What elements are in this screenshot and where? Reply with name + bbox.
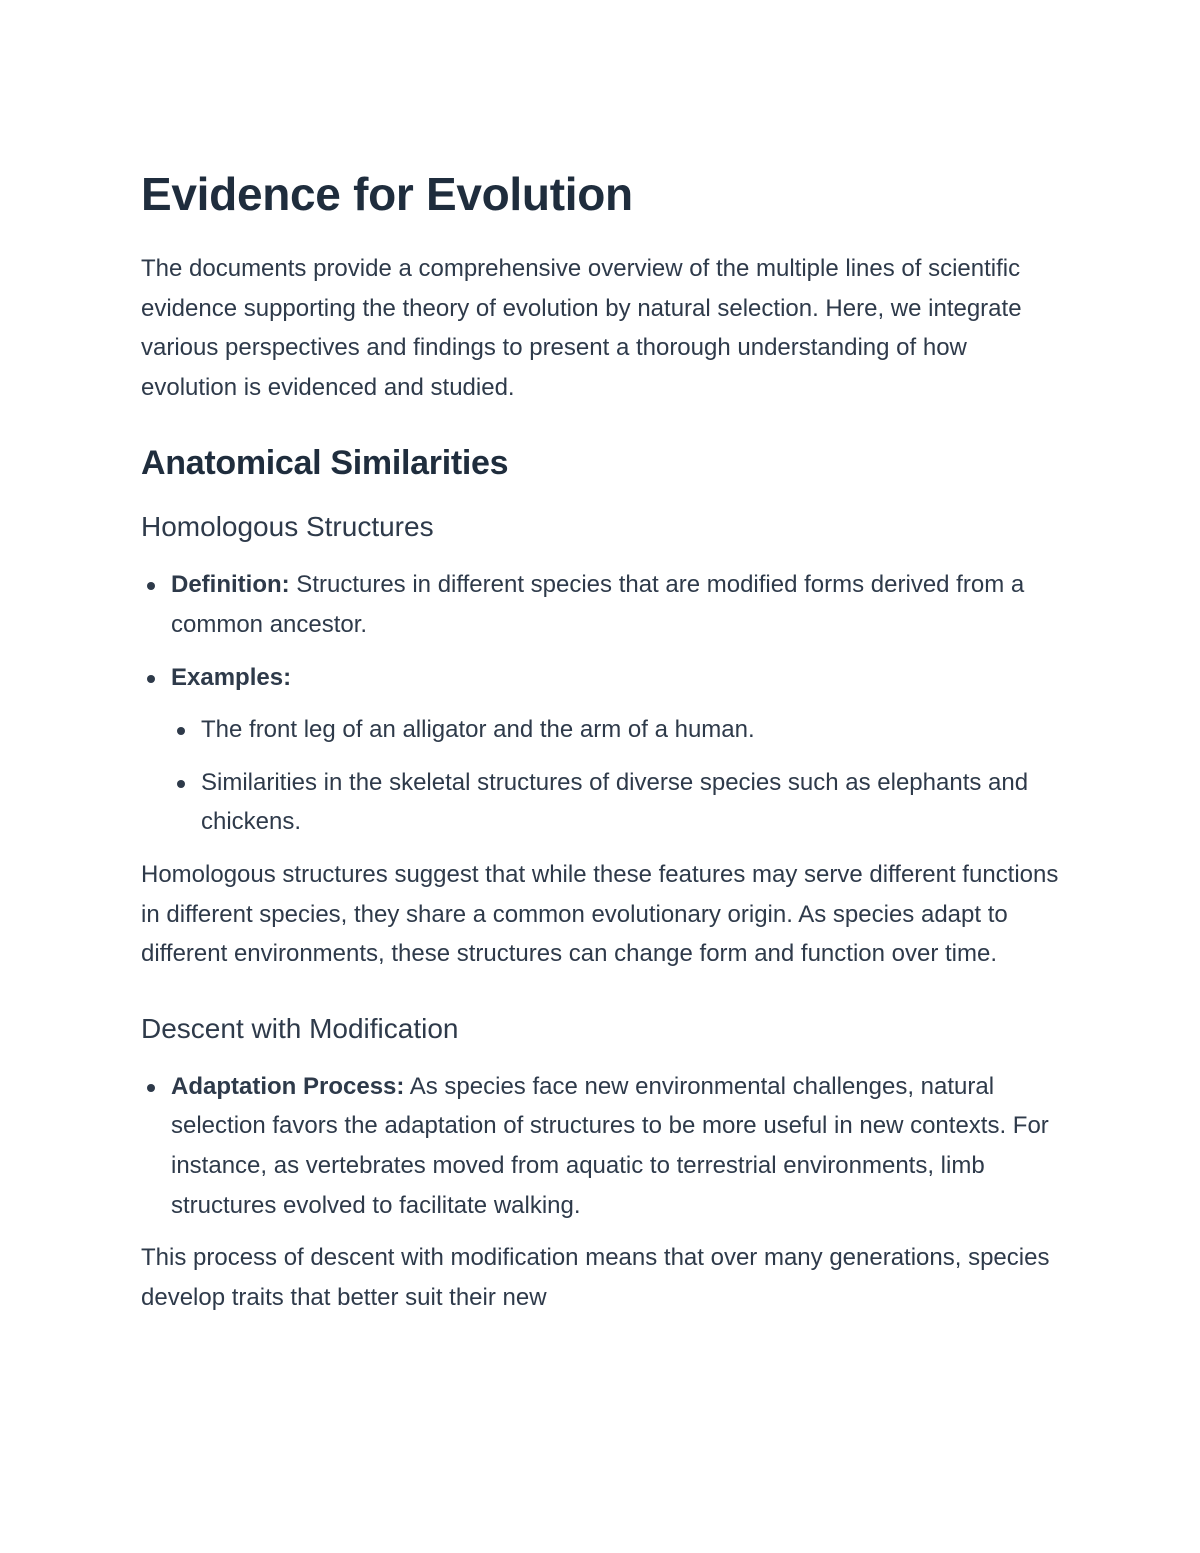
subsection-heading-homologous-structures: Homologous Structures xyxy=(141,511,434,543)
subsection-heading-descent-with-modification: Descent with Modification xyxy=(141,1012,459,1044)
list-item-example: Similarities in the skeletal structures of diverse species such as elephants and chickens. xyxy=(201,763,1060,842)
descent-bullet-list xyxy=(141,1067,1060,1225)
adaptation-label: Adaptation Process: xyxy=(171,1072,405,1100)
list-item-adaptation-process xyxy=(171,1067,1060,1225)
page-title: Evidence for Evolution xyxy=(141,168,633,220)
descent-summary-paragraph: This process of descent with modification means that over many generations, species develop traits that better suit their new xyxy=(141,1244,1050,1311)
homologous-summary-paragraph: Homologous structures suggest that while these features may serve different functions in different species, they share a common evolutionary origin. As species adapt to different environments, these structures can change form and function over time. xyxy=(141,860,1059,968)
section-heading-anatomical-similarities: Anatomical Similarities xyxy=(141,444,509,483)
definition-label: Definition: xyxy=(171,571,290,599)
list-item-definition xyxy=(171,565,1060,644)
examples-label: Examples: xyxy=(171,663,292,691)
examples-sublist xyxy=(171,710,1060,842)
intro-paragraph: The documents provide a comprehensive overview of the multiple lines of scientific evidence supporting the theory of evolution by natural selection. Here, we integrate various perspectives and findings to present a thorough understanding of how evolution is evidenced and studied. xyxy=(141,255,1022,401)
list-item-example: The front leg of an alligator and the arm of a human. xyxy=(201,710,1060,750)
definition-text: Structures in different species that are modified forms derived from a common ancestor. xyxy=(171,571,1025,638)
adaptation-text: As species face new environmental challenges, natural selection favors the adaptation of structures to be more useful in new contexts. For instance, as vertebrates moved from aquatic to terrestrial environments, limb structures evolved to facilitate walking. xyxy=(171,1072,1049,1219)
homologous-bullet-list xyxy=(141,565,1060,842)
list-item-examples xyxy=(171,658,1060,842)
